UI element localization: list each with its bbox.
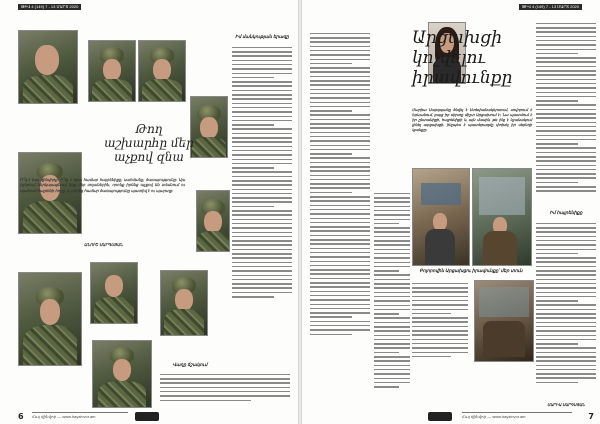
newspaper-logo-left — [135, 412, 159, 421]
soldier-photo-10 — [196, 190, 230, 252]
article-photo-2 — [472, 168, 532, 266]
soldier-photo-8 — [92, 340, 152, 408]
article-photo-1 — [412, 168, 470, 266]
soldier-photo-5 — [138, 40, 186, 102]
intro-signature: ԱՆՈՒՇ ՍԱՐԳՍՅԱՆ — [84, 242, 123, 247]
soldier-photo-3 — [18, 272, 82, 366]
feature-intro: Ո՞վ է հայ զինվորը։ Ի՞նչ է նրա համար հայրենիքը, սահմանը, ծառայությունը։ Այս էջերում ներկայացնում ենք մեր տղաներին, որոնք իրենց աչքով են տեսնում ու պահում հայրենի հողը, և որոնց համար ծառայությունը պատիվ է ու պարտք։ — [20, 178, 185, 193]
caption-1: Բոլորովին Արցախցու իրավունքը՝ մեր տուն — [419, 268, 523, 273]
left-header: ԹԻՎ 4 (149) 7 - 13 ՄԱՐՏ 2020 — [18, 4, 81, 10]
article-photo-3 — [474, 280, 534, 362]
right-header: ԹԻՎ 4 (149) 7 - 13 ՄԱՐՏ 2020 — [519, 4, 582, 10]
soldier-photo-1 — [18, 30, 78, 104]
right-page-number: 7 — [588, 412, 594, 421]
left-text-column — [232, 44, 292, 354]
soldier-photo-6 — [90, 262, 138, 324]
soldier-photo-9 — [190, 96, 228, 158]
article-signature: ՄԱՐԻԱ ՍԱՐԳՍՅԱՆ — [547, 403, 585, 407]
right-subheading: Իմ հայրենիքը — [549, 210, 583, 215]
article-headline: Արցախցի կոչվելու իրավունքը — [412, 28, 513, 88]
right-text-column-3 — [412, 280, 468, 360]
right-text-column-4 — [536, 20, 596, 210]
left-bottom-text — [160, 371, 290, 407]
soldier-photo-4 — [88, 40, 136, 102]
soldier-photo-7 — [160, 270, 208, 336]
newspaper-logo-right — [428, 412, 452, 421]
left-subheading-1: Իմ մանկության երազը — [235, 34, 289, 39]
left-page — [0, 0, 299, 424]
feature-quote: Թող աշխարհը մեր աչքով զնա — [104, 122, 194, 164]
right-text-column-5 — [536, 220, 596, 400]
left-page-number: 6 — [18, 412, 24, 421]
left-footer: Հայ զինվոր — www.hayzinvor.am — [32, 412, 128, 421]
article-lead: Մարիա Սարգսյանը ծնվել է Ստեփանակերտում, սովորում է Երևանում, բայց իր սիրտը միշտ Արցախում է։ Նա պատմում է իր ընտանիքի, հայրենիքի և այն մասին, թե ինչ է նշանակում լինել արցախցի, ինչպես է պատերազմը փոխել իր սերնդի կյանքը։ — [412, 108, 532, 132]
left-subheading-2: Վաղը ճշակում — [172, 362, 208, 367]
right-text-column-1 — [310, 30, 370, 410]
right-text-column-2 — [374, 190, 410, 410]
right-footer: Հայ զինվոր — www.hayzinvor.am — [462, 412, 572, 421]
right-page — [302, 0, 600, 424]
